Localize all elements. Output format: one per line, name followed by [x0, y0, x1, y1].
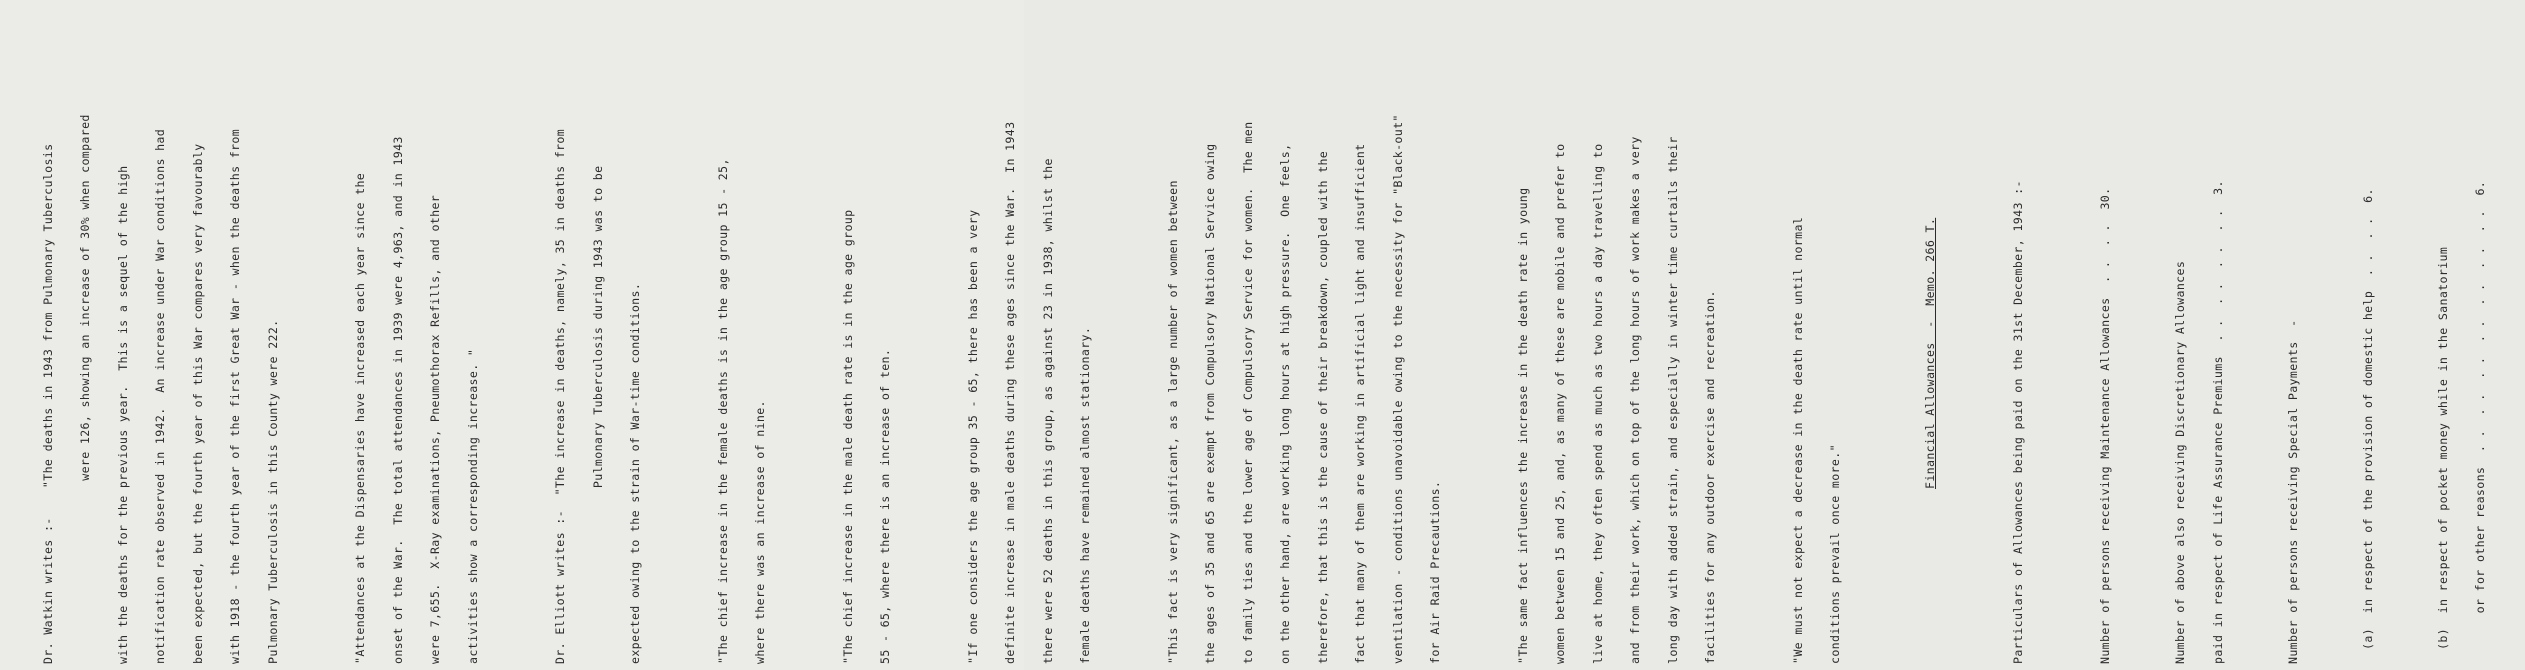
dispensaries-line: activities show a corresponding increase. "	[465, 348, 480, 664]
age-group-line: female deaths have remained almost stationary.	[1078, 326, 1092, 664]
watkin-line: with the deaths for the previous year. This is a sequel of the high	[115, 165, 130, 664]
significant-line: fact that many of them are working in artificial light and insufficient	[1353, 143, 1367, 664]
particulars-line: Particulars of Allowances being paid on the 31st December, 1943 :-	[2010, 180, 2025, 664]
financial-heading: Financial Allowances - Memo. 266 T.	[1923, 217, 1937, 489]
female-line: where there was an increase of nine.	[753, 400, 767, 664]
female-line: "The chief increase in the female deaths is in the age group 15 - 25,	[715, 158, 730, 664]
allowance-row: Number of persons receiving Special Payments -	[2285, 319, 2300, 664]
expect-line: conditions prevail once more."	[1828, 444, 1842, 664]
significant-line: to family ties and the lower age of Compulsory Service for women. The men	[1240, 121, 1255, 664]
significant-line: ventilation - conditions unavoidable owing to the necessity for "Black-out"	[1390, 114, 1405, 664]
allowance-row: or for other reasons . . . . . . . . . . . . . . 6.	[2473, 180, 2487, 650]
allowance-row: (a) in respect of the provision of domestic help . . . . 6.	[2360, 188, 2375, 650]
elliott-line: Dr. Elliott writes :- "The increase in deaths, namely, 35 in deaths from	[553, 128, 567, 664]
dispensaries-line: "Attendances at the Dispensaries have increased each year since the	[353, 172, 367, 664]
watkin-line: Pulmonary Tuberculosis in this County were 222.	[265, 319, 280, 664]
elliott-line: expected owing to the strain of War-time conditions.	[628, 282, 642, 664]
watkin-line: Dr. Watkin writes :- "The deaths in 1943 from Pulmonary Tuberculosis	[40, 143, 55, 664]
same-fact-line: facilities for any outdoor exercise and recreation.	[1703, 290, 1717, 664]
significant-line: therefore, that this is the cause of their breakdown, coupled with the	[1315, 150, 1330, 664]
allowance-row: (b) in respect of pocket money while in the Sanatorium	[2435, 246, 2450, 650]
age-group-line: "If one considers the age group 35 - 65, there has been a very	[965, 209, 980, 664]
report-text	[4, 4, 2524, 664]
same-fact-line: "The same fact influences the increase in the death rate in young	[1515, 187, 1530, 664]
watkin-line: been expected, but the fourth year of this War compares very favourably	[190, 143, 205, 664]
same-fact-line: live at home, they often spend as much as two hours a day travelling to	[1590, 143, 1605, 664]
age-group-line: definite increase in male deaths during these ages since the War. In 1943	[1003, 121, 1017, 664]
significant-line: for Air Raid Precautions.	[1428, 480, 1442, 664]
same-fact-line: long day with added strain, and especially in winter time curtails their	[1665, 136, 1680, 664]
same-fact-line: and from their work, which on top of the long hours of work makes a very	[1628, 136, 1642, 664]
allowance-row: paid in respect of Life Assurance Premiums . . . . . . . . 3.	[2210, 180, 2225, 664]
male-line: "The chief increase in the male death rate is in the age group	[840, 209, 855, 664]
same-fact-line: women between 15 and 25, and, as many of these are mobile and prefer to	[1553, 143, 1567, 664]
age-group-line: there were 52 deaths in this group, as against 23 in 1938, whilst the	[1040, 158, 1055, 664]
allowance-row: Number of above also receiving Discretionary Allowances	[2173, 260, 2187, 664]
male-line: 55 - 65, where there is an increase of ten.	[878, 348, 892, 664]
watkin-line: with 1918 - the fourth year of the first Great War - when the deaths from	[228, 128, 242, 664]
significant-line: "This fact is very significant, as a large number of women between	[1165, 180, 1180, 664]
dispensaries-line: onset of the War. The total attendances in 1939 were 4,963, and in 1943	[390, 136, 405, 664]
dispensaries-line: were 7,655. X-Ray examinations, Pneumothorax Refills, and other	[428, 194, 442, 664]
allowance-row: Number of persons receiving Maintenance Allowances . . . . 30.	[2098, 187, 2112, 664]
watkin-line: were 126, showing an increase of 30% when compared	[78, 114, 92, 664]
watkin-line: notification rate observed in 1942. An increase under War conditions had	[153, 128, 167, 664]
elliott-line: Pulmonary Tuberculosis during 1943 was to be	[590, 165, 605, 664]
significant-line: the ages of 35 and 65 are exempt from Compulsory National Service owing	[1203, 143, 1217, 664]
expect-line: "We must not expect a decrease in the death rate until normal	[1790, 216, 1805, 664]
significant-line: on the other hand, are working long hours at high pressure. One feels,	[1278, 143, 1292, 664]
